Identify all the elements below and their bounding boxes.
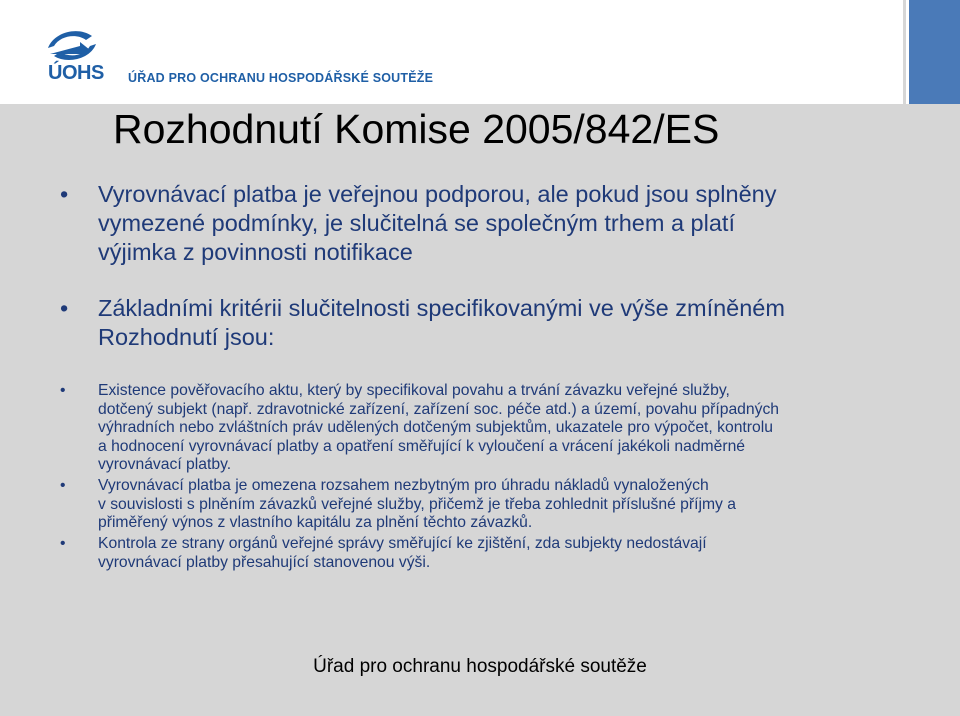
bullet-marker: • (60, 477, 66, 494)
organization-name: ÚŘAD PRO OCHRANU HOSPODÁŘSKÉ SOUTĚŽE (128, 71, 434, 85)
text-line: výhradních nebo zvláštních práv udělených dotčeným subjektům, ukazatele pro výpočet, kontrolu (98, 419, 773, 436)
text-line: Základními kritérii slučitelnosti specifikovanými ve výše zmíněném (98, 295, 785, 321)
text-line: Vyrovnávací platba je omezena rozsahem nezbytným pro úhradu nákladů vynaložených (98, 477, 709, 494)
text-line: vyrovnávací platby. (98, 456, 232, 473)
text-line: Kontrola ze strany orgánů veřejné správy směřující ke zjištění, zda subjekty nedostávají (98, 535, 707, 552)
text-line: vyrovnávací platby přesahující stanovenou výši. (98, 553, 431, 571)
bullet-item-2 (98, 294, 785, 352)
text-line: a hodnocení vyrovnávací platby a opatření směřující k vyloučení a vrácení jakékoli nadměrné (98, 437, 746, 455)
bullet-marker: • (60, 295, 69, 321)
sub-bullet-item-3 (98, 535, 707, 572)
sub-bullet-item-2 (98, 477, 736, 533)
logo-text: ÚOHS (48, 62, 104, 84)
bullet-marker: • (60, 382, 66, 399)
text-line: vymezené podmínky, je slučitelná se společným trhem a platí (98, 210, 735, 236)
text-line: Vyrovnávací platba je veřejnou podporou, ale pokud jsou splněny (98, 181, 777, 207)
slide-title: Rozhodnutí Komise 2005/842/ES (113, 106, 720, 152)
bullet-marker: • (60, 535, 66, 552)
text-line: přiměřený výnos z vlastního kapitálu za plnění těchto závazků. (98, 514, 533, 531)
bullet-marker: • (60, 181, 69, 207)
footer-text: Úřad pro ochranu hospodářské soutěže (313, 656, 647, 677)
sub-bullet-item-1 (98, 382, 779, 475)
text-line: Existence pověřovacího aktu, který by specifikoval povahu a trvání závazku veřejné služby, (98, 382, 730, 399)
corner-accent-block (906, 0, 960, 104)
header-bar (0, 0, 903, 104)
bullet-item-1 (98, 180, 776, 267)
text-line: Rozhodnutí jsou: (98, 324, 275, 350)
text-line: dotčený subjekt (např. zdravotnické zařízení, zařízení soc. péče atd.) a území, povahu případných (98, 400, 780, 418)
text-line: v souvislosti s plněním závazků veřejné služby, přičemž je třeba zohlednit příslušné příjmy a (98, 495, 736, 513)
text-line: výjimka z povinnosti notifikace (98, 239, 413, 265)
